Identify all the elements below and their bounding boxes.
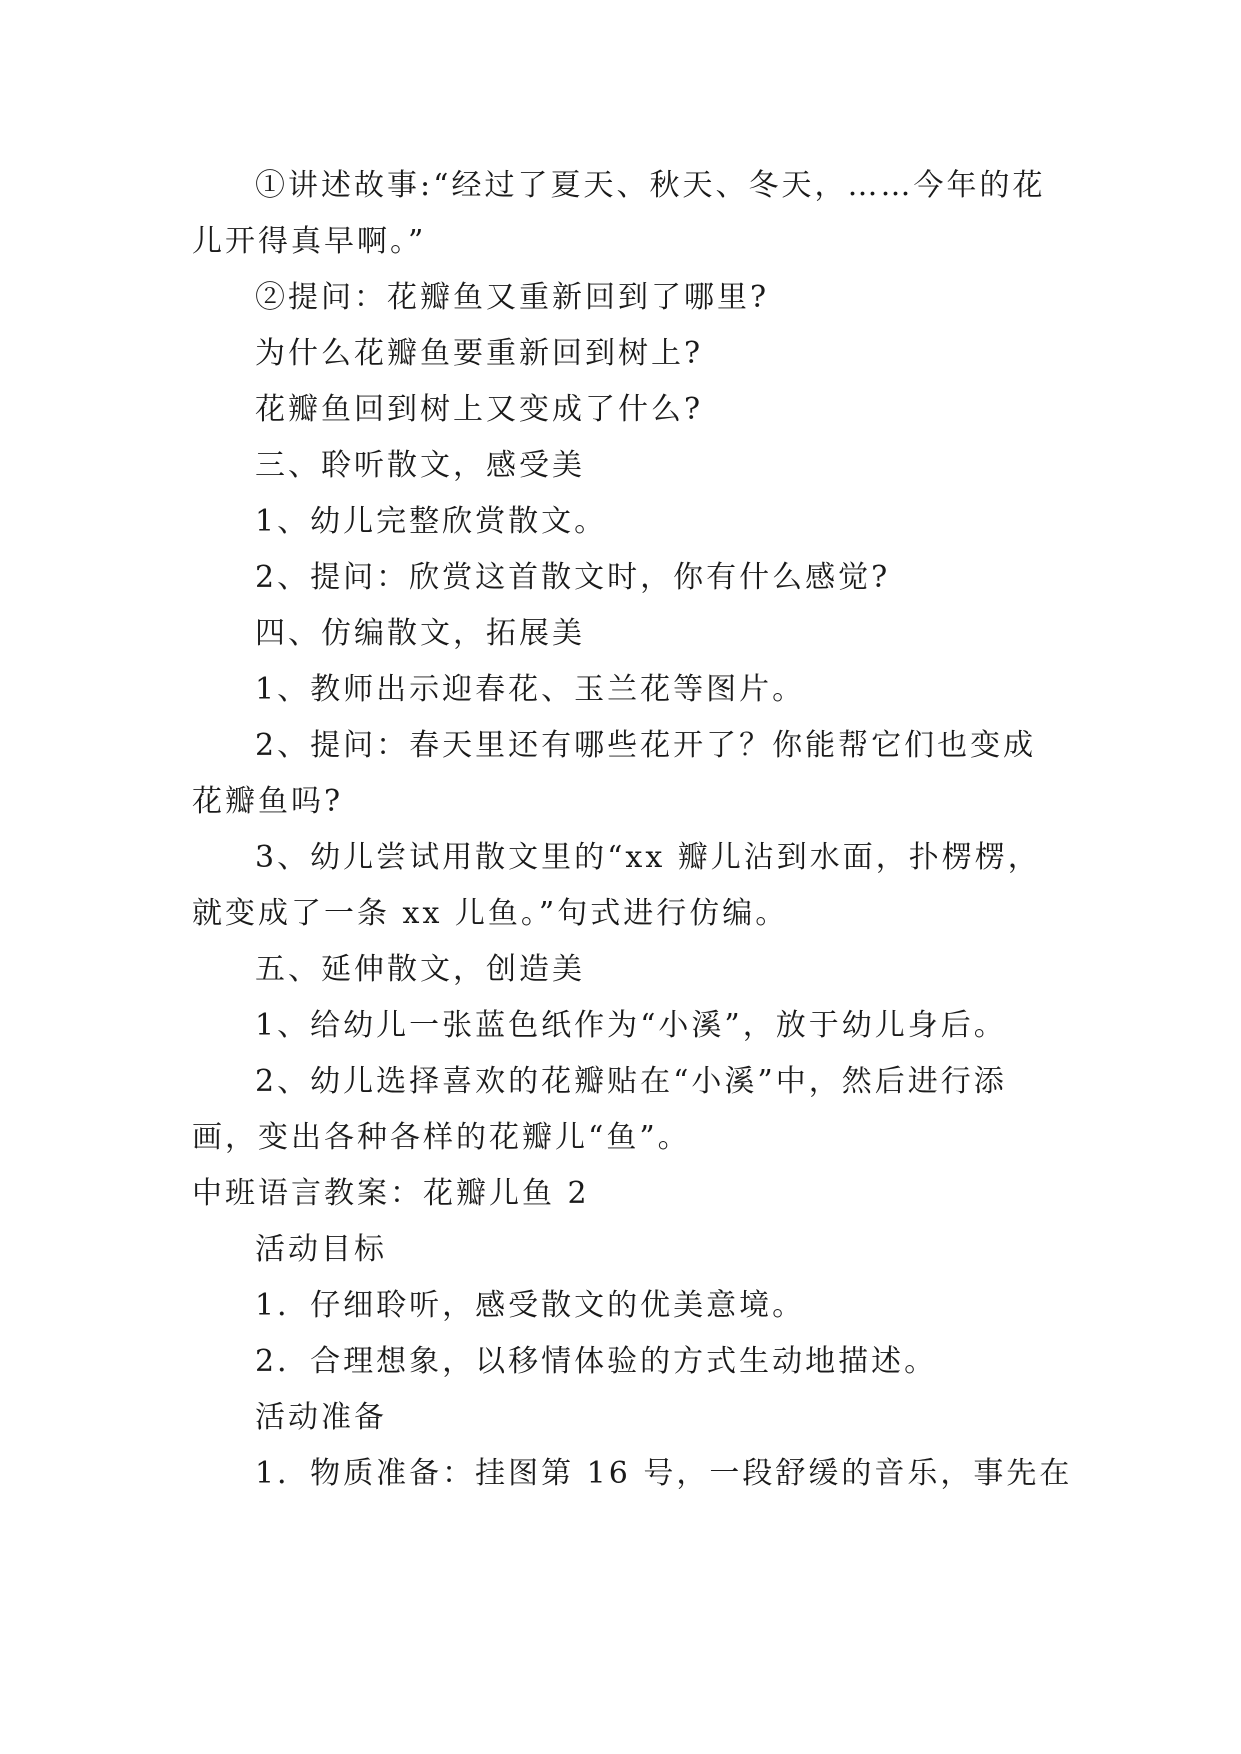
section-4-item-3-line-1: 3、幼儿尝试用散文里的“xx 瓣儿沾到水面，扑楞楞， [255,840,1041,875]
section-4-item-3-line-2: 就变成了一条 xx 儿鱼。”句式进行仿编。 [192,896,789,931]
section-4-item-2-line-2: 花瓣鱼吗? [192,784,344,819]
question-why-return: 为什么花瓣鱼要重新回到树上? [255,336,704,371]
preparation-heading: 活动准备 [255,1400,387,1435]
objectives-heading: 活动目标 [255,1232,387,1267]
lesson-title: 中班语言教案：花瓣儿鱼 2 [192,1176,590,1211]
objective-2: 2．合理想象，以移情体验的方式生动地描述。 [255,1344,938,1379]
section-heading-5: 五、延伸散文，创造美 [255,952,585,987]
section-3-item-1: 1、幼儿完整欣赏散文。 [255,504,608,539]
preparation-item-1: 1．物质准备：挂图第 16 号，一段舒缓的音乐，事先在 [255,1456,1073,1491]
section-5-item-1: 1、给幼儿一张蓝色纸作为“小溪”，放于幼儿身后。 [255,1008,1007,1043]
section-4-item-1: 1、教师出示迎春花、玉兰花等图片。 [255,672,806,707]
section-heading-3: 三、聆听散文，感受美 [255,448,585,483]
objective-1: 1．仔细聆听，感受散文的优美意境。 [255,1288,806,1323]
section-5-item-2-line-1: 2、幼儿选择喜欢的花瓣贴在“小溪”中，然后进行添 [255,1064,1007,1099]
story-step-1-line-2: 儿开得真早啊。” [192,224,427,259]
section-heading-4: 四、仿编散文，拓展美 [255,616,585,651]
story-step-1-line-1: ①讲述故事:“经过了夏天、秋天、冬天，……今年的花 [255,168,1046,203]
section-3-item-2: 2、提问：欣赏这首散文时，你有什么感觉? [255,560,891,595]
question-step-2: ②提问：花瓣鱼又重新回到了哪里? [255,280,770,315]
section-4-item-2-line-1: 2、提问：春天里还有哪些花开了？你能帮它们也变成 [255,728,1037,763]
section-5-item-2-line-2: 画，变出各种各样的花瓣儿“鱼”。 [192,1120,691,1155]
question-what-became: 花瓣鱼回到树上又变成了什么? [255,392,704,427]
